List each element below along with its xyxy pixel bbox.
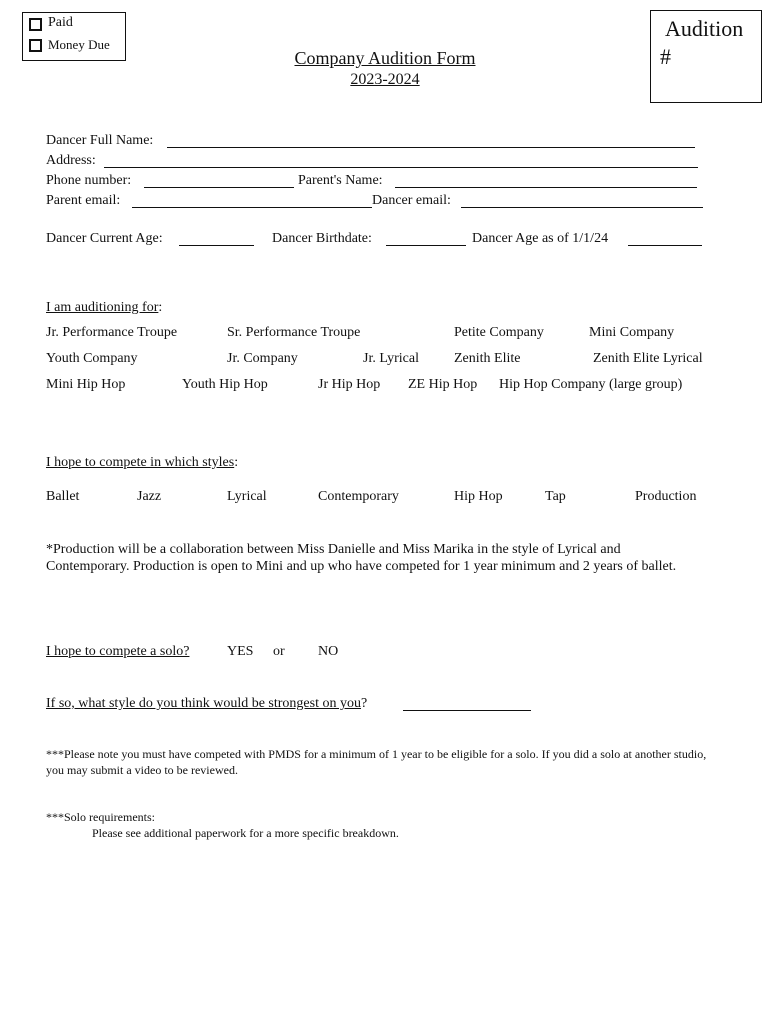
solo-style-question-mark: ? [360,696,368,711]
auditioning-heading [46,300,162,316]
parent-name-label: Parent's Name: [298,173,383,188]
style-production[interactable]: Production [635,489,697,504]
option-jr-lyrical[interactable]: Jr. Lyrical [363,351,419,366]
solo-requirements-detail: Please see additional paperwork for a more specific breakdown. [92,826,399,840]
auditioning-heading-colon: : [158,300,163,315]
address-label: Address: [46,153,96,168]
option-mini-company[interactable]: Mini Company [589,325,675,340]
birthdate-field[interactable] [386,245,466,246]
solo-or-text: or [273,644,285,659]
option-jr-performance-troupe[interactable]: Jr. Performance Troupe [46,325,178,340]
birthdate-label: Dancer Birthdate: [272,231,372,246]
parent-email-field[interactable] [132,207,372,208]
current-age-field[interactable] [179,245,254,246]
solo-question: I hope to compete a solo? [46,644,190,659]
audition-label: Audition [665,16,744,41]
style-lyrical[interactable]: Lyrical [227,489,267,504]
parent-name-field[interactable] [395,187,697,188]
paid-label: Paid [48,15,73,30]
option-youth-hip-hop[interactable]: Youth Hip Hop [182,377,268,392]
dancer-email-field[interactable] [461,207,703,208]
production-note: *Production will be a collaboration between Miss Danielle and Miss Marika in the style of Lyrical and Contemporary. Production is open to Mini and up who have competed for 1 year minimum and 2 years of ballet. [46,542,677,574]
form-title: Company Audition Form [294,48,476,68]
solo-requirements-heading: ***Solo requirements: [46,810,155,824]
option-zenith-elite[interactable]: Zenith Elite [454,351,521,366]
money-due-checkbox[interactable] [29,39,42,52]
solo-style-question-text: If so, what style do you think would be strongest on you [46,696,361,711]
style-tap[interactable]: Tap [545,489,566,504]
phone-number-label: Phone number: [46,173,132,188]
paid-checkbox[interactable] [29,18,42,31]
option-petite-company[interactable]: Petite Company [454,325,544,340]
styles-heading-colon: : [234,455,239,470]
address-field[interactable] [104,167,698,168]
solo-style-field[interactable] [403,710,531,711]
solo-eligibility-note: ***Please note you must have competed with PMDS for a minimum of 1 year to be eligible for a solo. If you did a solo at another studio, you may submit a video to be reviewed. [46,747,707,777]
option-ze-hip-hop[interactable]: ZE Hip Hop [408,377,478,392]
solo-style-question [46,696,367,712]
dancer-email-label: Dancer email: [372,193,451,208]
age-as-of-label: Dancer Age as of 1/1/24 [472,231,609,246]
option-jr-company[interactable]: Jr. Company [227,351,298,366]
option-youth-company[interactable]: Youth Company [46,351,138,366]
audition-hash: # [660,44,671,69]
phone-number-field[interactable] [144,187,294,188]
styles-heading-text: I hope to compete in which styles [46,455,235,470]
style-jazz[interactable]: Jazz [137,489,162,504]
style-ballet[interactable]: Ballet [46,489,80,504]
auditioning-heading-text: I am auditioning for [46,300,159,315]
option-jr-hip-hop[interactable]: Jr Hip Hop [318,377,381,392]
option-mini-hip-hop[interactable]: Mini Hip Hop [46,377,126,392]
style-hip-hop[interactable]: Hip Hop [454,489,503,504]
payment-status-box [22,12,126,61]
dancer-full-name-field[interactable] [167,147,695,148]
parent-email-label: Parent email: [46,193,121,208]
money-due-label: Money Due [48,37,110,52]
audition-number-box [650,10,762,103]
styles-heading [46,455,238,471]
form-season: 2023-2024 [350,71,420,88]
age-as-of-field[interactable] [628,245,702,246]
option-hip-hop-company[interactable]: Hip Hop Company (large group) [499,377,683,392]
style-contemporary[interactable]: Contemporary [318,489,399,504]
dancer-full-name-label: Dancer Full Name: [46,133,154,148]
option-sr-performance-troupe[interactable]: Sr. Performance Troupe [227,325,361,340]
option-zenith-elite-lyrical[interactable]: Zenith Elite Lyrical [593,351,703,366]
solo-no-option[interactable]: NO [318,644,339,659]
current-age-label: Dancer Current Age: [46,231,163,246]
solo-yes-option[interactable]: YES [227,644,254,659]
